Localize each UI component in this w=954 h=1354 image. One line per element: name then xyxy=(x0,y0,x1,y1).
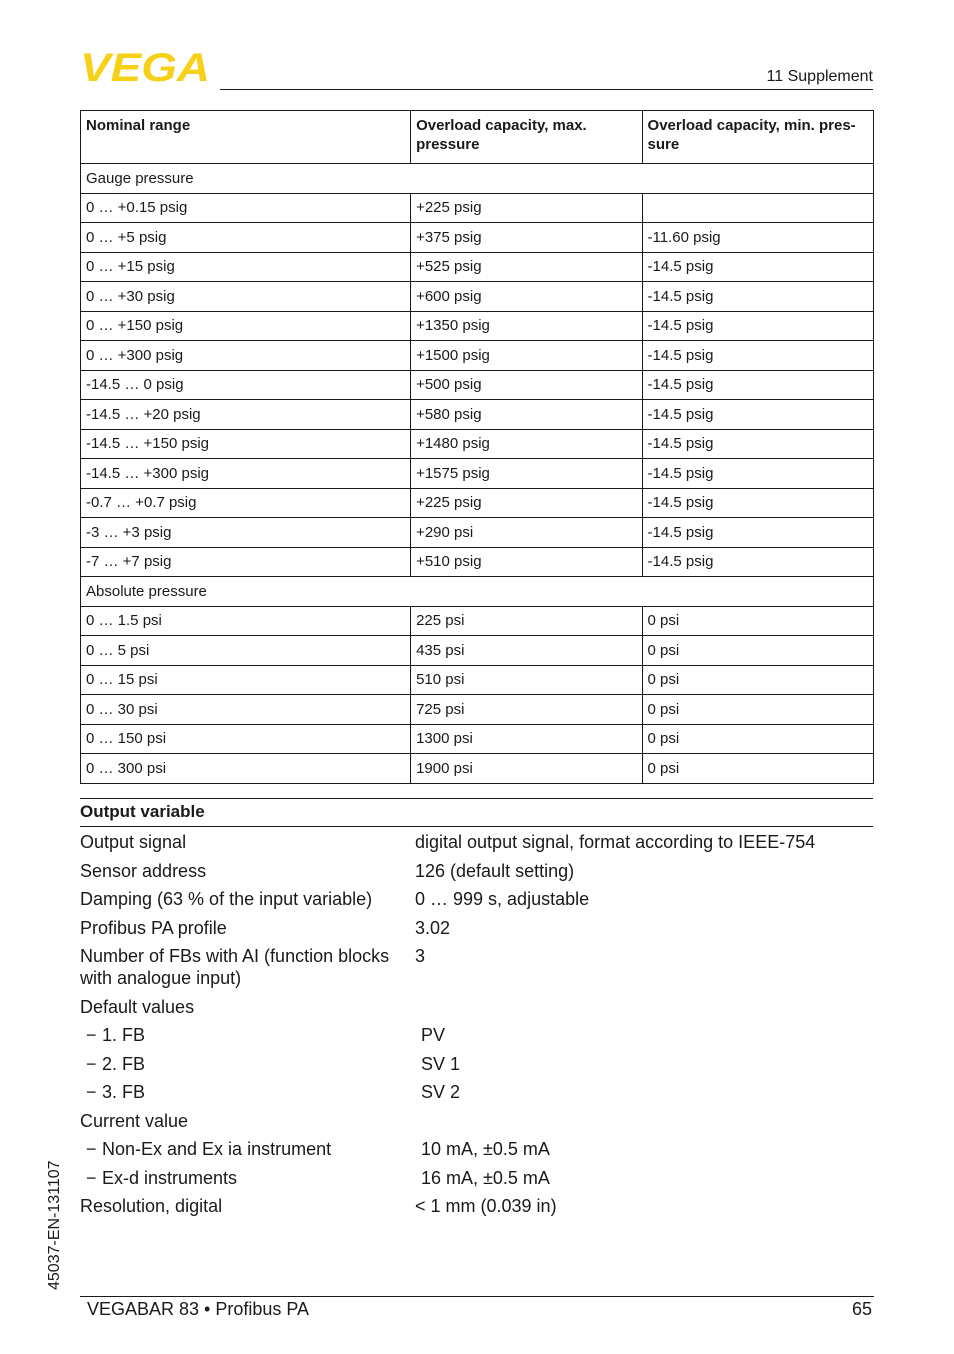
spec-value: 16 mA, ±0.5 mA xyxy=(421,1167,550,1188)
overload-max-cell: 1900 psi xyxy=(411,754,642,784)
nominal-range-cell: 0 … +0.15 psig xyxy=(81,193,411,223)
nominal-range-cell: -14.5 … +300 psig xyxy=(81,459,411,489)
overload-max-cell: +225 psig xyxy=(411,193,642,223)
document-code: 45037-EN-131107 xyxy=(46,1160,63,1290)
spec-row xyxy=(80,942,873,993)
spec-label xyxy=(80,888,415,910)
table-row xyxy=(81,282,874,312)
spec-label-text: Ex-d instruments xyxy=(102,1167,238,1188)
overload-min-cell: -14.5 psig xyxy=(642,311,873,341)
nominal-range-cell: 0 … 30 psi xyxy=(81,695,411,725)
overload-max-cell: +290 psi xyxy=(411,518,642,548)
spec-label xyxy=(80,831,415,853)
overload-min-cell: 0 psi xyxy=(642,636,873,666)
overload-min-cell: -14.5 psig xyxy=(642,341,873,371)
overload-min-cell: -14.5 psig xyxy=(642,488,873,518)
nominal-range-cell: 0 … 1.5 psi xyxy=(81,606,411,636)
spec-label-text: Output signal xyxy=(80,832,187,852)
spec-row xyxy=(80,1021,873,1050)
table-group-row xyxy=(81,577,874,607)
table-row xyxy=(81,370,874,400)
table-row xyxy=(81,488,874,518)
spec-label xyxy=(80,917,415,939)
nominal-range-cell: -14.5 … 0 psig xyxy=(81,370,411,400)
table-row xyxy=(81,754,874,784)
nominal-range-cell: 0 … 150 psi xyxy=(81,724,411,754)
spec-row xyxy=(80,885,873,914)
spec-label xyxy=(80,1110,415,1132)
overload-min-cell: 0 psi xyxy=(642,665,873,695)
section-rule-bottom xyxy=(80,826,873,827)
overload-max-cell: 225 psi xyxy=(411,606,642,636)
nominal-range-cell: 0 … 300 psi xyxy=(81,754,411,784)
spec-label-text: 1. FB xyxy=(102,1025,146,1045)
nominal-range-cell: 0 … +5 psig xyxy=(81,223,411,253)
footer-rule xyxy=(80,1296,874,1297)
spec-label xyxy=(80,1053,421,1075)
nominal-range-cell: -0.7 … +0.7 psig xyxy=(81,488,411,518)
overload-min-cell: -11.60 psig xyxy=(642,223,873,253)
list-dash-icon: − xyxy=(86,1082,97,1102)
spec-label xyxy=(80,1081,421,1103)
spec-row xyxy=(80,1164,873,1193)
spec-label-text: Damping (63 % of the input variable) xyxy=(80,889,373,909)
output-variable-spec-list xyxy=(80,828,873,1221)
vega-logo-text: VEGA xyxy=(80,50,210,84)
spec-label xyxy=(80,1138,421,1160)
nominal-range-cell: 0 … 15 psi xyxy=(81,665,411,695)
nominal-range-cell: 0 … +150 psig xyxy=(81,311,411,341)
spec-value: < 1 mm (0.039 in) xyxy=(415,1196,557,1216)
spec-label-text: Sensor address xyxy=(80,860,207,881)
spec-value: PV xyxy=(421,1025,446,1045)
nominal-range-cell: 0 … +300 psig xyxy=(81,341,411,371)
overload-max-cell: +1480 psig xyxy=(411,429,642,459)
overload-min-cell: -14.5 psig xyxy=(642,459,873,489)
overload-max-cell: +580 psig xyxy=(411,400,642,430)
table-row xyxy=(81,665,874,695)
overload-min-cell: -14.5 psig xyxy=(642,547,873,577)
nominal-range-cell: 0 … 5 psi xyxy=(81,636,411,666)
spec-value: 10 mA, ±0.5 mA xyxy=(421,1139,550,1159)
list-dash-icon: − xyxy=(86,1025,97,1045)
overload-max-cell: +500 psig xyxy=(411,370,642,400)
spec-value: SV 2 xyxy=(421,1082,461,1102)
spec-value: SV 1 xyxy=(421,1053,461,1074)
spec-row xyxy=(80,914,873,943)
table-row xyxy=(81,606,874,636)
overload-max-cell: +600 psig xyxy=(411,282,642,312)
column-header-overload-max: Overload capacity, max. pressure xyxy=(411,111,642,164)
spec-value: 126 (default setting) xyxy=(415,860,575,881)
nominal-range-cell: -14.5 … +20 psig xyxy=(81,400,411,430)
spec-label xyxy=(80,996,415,1018)
section-rule-top xyxy=(80,798,873,799)
table-row xyxy=(81,547,874,577)
overload-min-cell: -14.5 psig xyxy=(642,282,873,312)
nominal-range-cell: -7 … +7 psig xyxy=(81,547,411,577)
spec-label-text: Number of FBs with AI (function blocks with analogue input) xyxy=(80,946,390,988)
table-row xyxy=(81,341,874,371)
overload-min-cell: -14.5 psig xyxy=(642,400,873,430)
overload-min-cell: 0 psi xyxy=(642,724,873,754)
table-row xyxy=(81,400,874,430)
overload-max-cell: +225 psig xyxy=(411,488,642,518)
table-row xyxy=(81,311,874,341)
spec-label xyxy=(80,1167,421,1189)
group-label: Gauge pressure xyxy=(81,164,874,194)
overload-table xyxy=(80,110,874,784)
overload-min-cell: -14.5 psig xyxy=(642,370,873,400)
spec-value: 0 … 999 s, adjustable xyxy=(415,889,590,909)
overload-min-cell: -14.5 psig xyxy=(642,429,873,459)
spec-row xyxy=(80,828,873,857)
footer-product: VEGABAR 83 • Profibus PA xyxy=(87,1299,310,1319)
section-label: 11 Supplement xyxy=(766,68,873,85)
spec-label-text: Profibus PA profile xyxy=(80,917,227,938)
spec-row xyxy=(80,993,873,1022)
spec-row xyxy=(80,1050,873,1079)
header-rule xyxy=(220,89,873,90)
table-row xyxy=(81,252,874,282)
spec-row xyxy=(80,1078,873,1107)
list-dash-icon: − xyxy=(86,1053,97,1074)
spec-label-text: 3. FB xyxy=(102,1082,146,1102)
table-row xyxy=(81,459,874,489)
spec-value: 3.02 xyxy=(415,917,451,938)
spec-label-text: 2. FB xyxy=(102,1053,146,1074)
nominal-range-cell: 0 … +30 psig xyxy=(81,282,411,312)
nominal-range-cell: -14.5 … +150 psig xyxy=(81,429,411,459)
spec-row xyxy=(80,857,873,886)
spec-label-text: Current value xyxy=(80,1110,189,1131)
list-dash-icon: − xyxy=(86,1167,97,1188)
overload-min-cell: 0 psi xyxy=(642,606,873,636)
spec-label xyxy=(80,1024,421,1046)
overload-max-cell: 725 psi xyxy=(411,695,642,725)
page-number: 65 xyxy=(851,1299,872,1319)
spec-value: 3 xyxy=(415,946,426,966)
spec-value xyxy=(415,1110,873,1132)
table-header-row xyxy=(81,111,874,164)
overload-max-cell: +510 psig xyxy=(411,547,642,577)
spec-label xyxy=(80,945,415,989)
overload-max-cell: +1350 psig xyxy=(411,311,642,341)
overload-min-cell: 0 psi xyxy=(642,754,873,784)
overload-max-cell: +375 psig xyxy=(411,223,642,253)
table-row xyxy=(81,429,874,459)
overload-min-cell: -14.5 psig xyxy=(642,518,873,548)
table-row xyxy=(81,724,874,754)
overload-min-cell: -14.5 psig xyxy=(642,252,873,282)
overload-max-cell: 1300 psi xyxy=(411,724,642,754)
overload-max-cell: +525 psig xyxy=(411,252,642,282)
group-label: Absolute pressure xyxy=(81,577,874,607)
spec-label-text: Default values xyxy=(80,996,195,1017)
table-row xyxy=(81,223,874,253)
table-row xyxy=(81,695,874,725)
table-row xyxy=(81,518,874,548)
spec-value: digital output signal, format according to IEEE-754 xyxy=(415,832,816,852)
list-dash-icon: − xyxy=(86,1139,97,1159)
overload-max-cell: 510 psi xyxy=(411,665,642,695)
section-title-output-variable: Output variable xyxy=(80,802,205,821)
overload-max-cell: 435 psi xyxy=(411,636,642,666)
table-body xyxy=(81,164,874,784)
column-header-overload-min: Overload capacity, min. pres- sure xyxy=(642,111,873,164)
spec-label-text: Non-Ex and Ex ia instrument xyxy=(102,1139,332,1159)
overload-min-cell xyxy=(642,193,873,223)
table-row xyxy=(81,193,874,223)
overload-min-cell: 0 psi xyxy=(642,695,873,725)
spec-label-text: Resolution, digital xyxy=(80,1196,223,1216)
vega-logo xyxy=(80,50,212,84)
nominal-range-cell: -3 … +3 psig xyxy=(81,518,411,548)
nominal-range-cell: 0 … +15 psig xyxy=(81,252,411,282)
overload-max-cell: +1500 psig xyxy=(411,341,642,371)
overload-max-cell: +1575 psig xyxy=(411,459,642,489)
column-header-nominal-range: Nominal range xyxy=(81,111,411,164)
table-row xyxy=(81,636,874,666)
spec-row xyxy=(80,1192,873,1221)
spec-row xyxy=(80,1107,873,1136)
spec-row xyxy=(80,1135,873,1164)
spec-value xyxy=(415,996,873,1018)
table-group-row xyxy=(81,164,874,194)
spec-label xyxy=(80,860,415,882)
spec-label xyxy=(80,1195,415,1217)
